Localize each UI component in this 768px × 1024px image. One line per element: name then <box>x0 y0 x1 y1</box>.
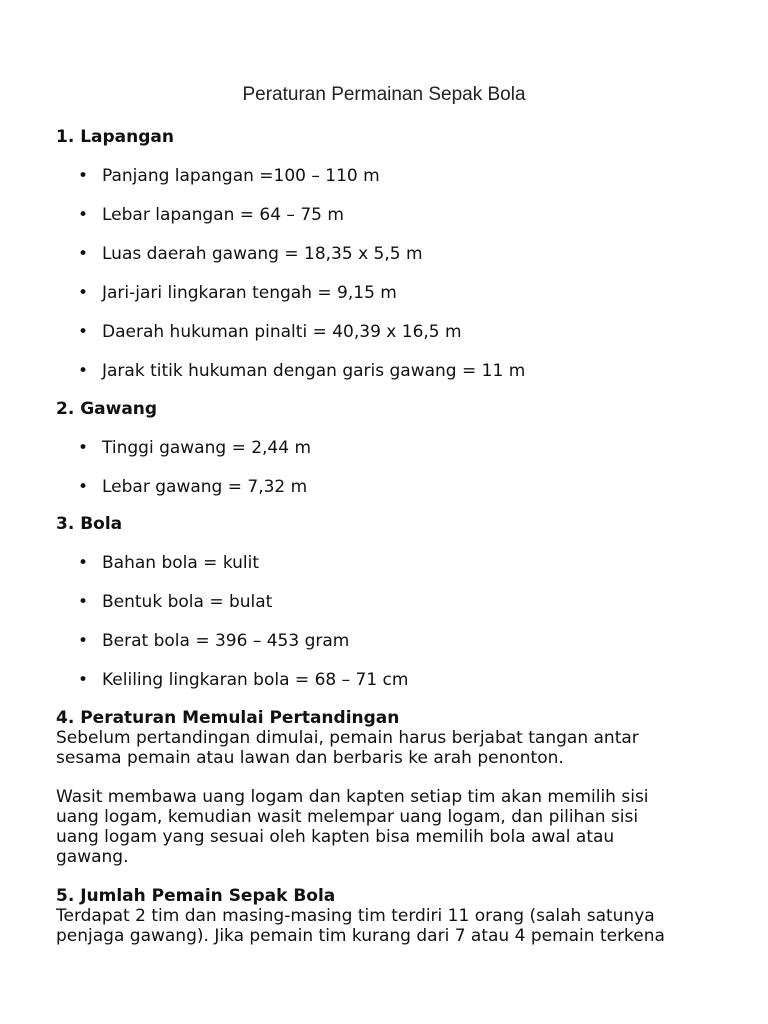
list-item <box>78 166 380 186</box>
list-item-text: Berat bola = 396 – 453 gram <box>102 631 350 651</box>
list-item-text: Lebar gawang = 7,32 m <box>102 477 308 497</box>
list-item-text: Jarak titik hukuman dengan garis gawang = 11 m <box>102 361 526 381</box>
section-heading-jumlah-pemain: 5. Jumlah Pemain Sepak Bola <box>56 886 336 906</box>
paragraph <box>56 787 746 867</box>
list-item-text: Bentuk bola = bulat <box>102 592 273 612</box>
list-item <box>78 283 397 303</box>
list-item-text: Luas daerah gawang = 18,35 x 5,5 m <box>102 244 423 264</box>
section-heading-bola: 3. Bola <box>56 514 123 534</box>
list-item-text: Bahan bola = kulit <box>102 553 260 573</box>
bullet-icon: • <box>78 244 89 264</box>
document-title: Peraturan Permainan Sepak Bola <box>242 84 526 105</box>
list-item-text: Jari-jari lingkaran tengah = 9,15 m <box>102 283 397 303</box>
paragraph-line: uang logam yang sesuai oleh kapten bisa memilih bola awal atau <box>56 827 615 847</box>
paragraph <box>56 728 746 768</box>
list-item-text: Panjang lapangan =100 – 110 m <box>102 166 380 186</box>
section-heading-gawang: 2. Gawang <box>56 399 158 419</box>
bullet-icon: • <box>78 592 89 612</box>
list-item <box>78 244 423 264</box>
paragraph-line: sesama pemain atau lawan dan berbaris ke arah penonton. <box>56 748 564 768</box>
bullet-icon: • <box>78 166 89 186</box>
list-item-text: Tinggi gawang = 2,44 m <box>102 438 312 458</box>
list-item-text: Lebar lapangan = 64 – 75 m <box>102 205 344 225</box>
list-item <box>78 322 462 342</box>
paragraph-line: penjaga gawang). Jika pemain tim kurang dari 7 atau 4 pemain terkena <box>56 926 665 946</box>
list-item <box>78 670 408 690</box>
bullet-icon: • <box>78 553 89 573</box>
paragraph-line: Wasit membawa uang logam dan kapten setiap tim akan memilih sisi <box>56 787 649 807</box>
section-heading-memulai-pertandingan: 4. Peraturan Memulai Pertandingan <box>56 708 400 728</box>
bullet-icon: • <box>78 670 89 690</box>
bullet-icon: • <box>78 205 89 225</box>
bullet-icon: • <box>78 477 89 497</box>
list-item <box>78 205 344 225</box>
paragraph <box>56 906 746 946</box>
list-item <box>78 361 525 381</box>
paragraph-line: uang logam, kemudian wasit melempar uang logam, dan pilihan sisi <box>56 807 639 827</box>
bullet-icon: • <box>78 631 89 651</box>
list-item <box>78 592 272 612</box>
paragraph-line: Terdapat 2 tim dan masing-masing tim terdiri 11 orang (salah satunya <box>56 906 655 926</box>
paragraph-line: Sebelum pertandingan dimulai, pemain harus berjabat tangan antar <box>56 728 639 748</box>
list-item-text: Daerah hukuman pinalti = 40,39 x 16,5 m <box>102 322 462 342</box>
bullet-icon: • <box>78 361 89 381</box>
bullet-icon: • <box>78 283 89 303</box>
list-item <box>78 477 307 497</box>
list-item-text: Keliling lingkaran bola = 68 – 71 cm <box>102 670 409 690</box>
list-item <box>78 553 259 573</box>
list-item <box>78 631 349 651</box>
list-item <box>78 438 311 458</box>
bullet-icon: • <box>78 322 89 342</box>
paragraph-line: gawang. <box>56 847 129 867</box>
bullet-icon: • <box>78 438 89 458</box>
section-heading-lapangan: 1. Lapangan <box>56 127 174 147</box>
